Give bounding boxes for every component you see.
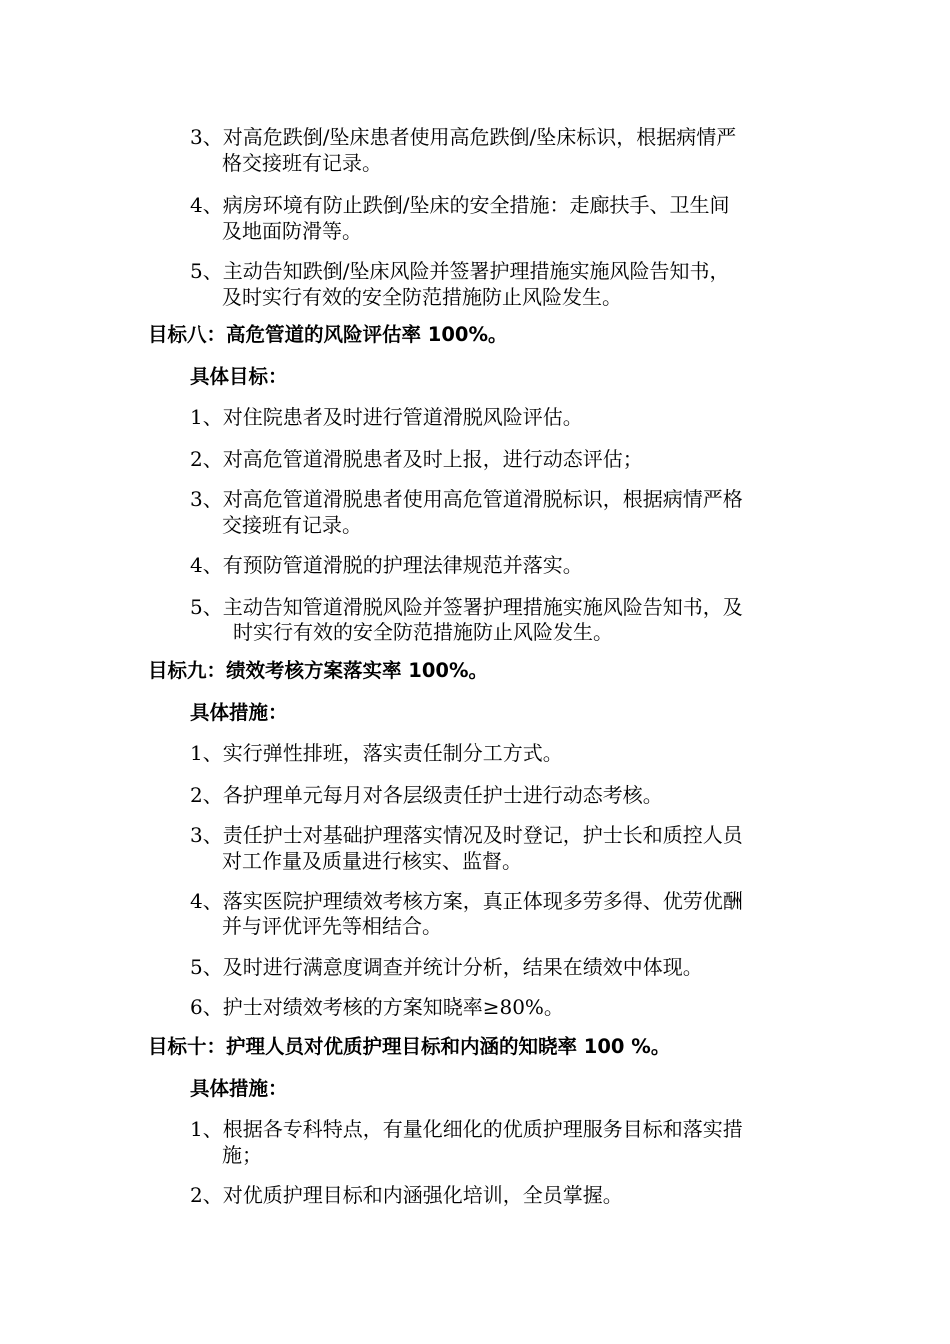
list-item-line: 1、根据各专科特点，有量化细化的优质护理服务目标和落实措 <box>190 1117 743 1141</box>
list-item-line: 3、对高危管道滑脱患者使用高危管道滑脱标识，根据病情严格 <box>190 487 743 511</box>
list-item-line: 对工作量及质量进行核实、监督。 <box>222 849 522 873</box>
section-heading: 目标九：绩效考核方案落实率 100%。 <box>148 659 489 682</box>
list-item-line: 1、实行弹性排班，落实责任制分工方式。 <box>190 741 563 765</box>
list-item-line: 2、各护理单元每月对各层级责任护士进行动态考核。 <box>190 783 663 807</box>
list-item-line: 1、对住院患者及时进行管道滑脱风险评估。 <box>190 405 583 429</box>
section-subheading: 具体措施： <box>190 701 288 724</box>
list-item-line: 并与评优评先等相结合。 <box>222 914 442 938</box>
list-item-line: 施； <box>222 1143 262 1167</box>
section-subheading: 具体目标： <box>190 365 288 388</box>
list-item-line: 4、病房环境有防止跌倒/坠床的安全措施：走廊扶手、卫生间 <box>190 193 730 217</box>
list-item-line: 5、主动告知管道滑脱风险并签署护理措施实施风险告知书，及 <box>190 595 743 619</box>
list-item-line: 3、对高危跌倒/坠床患者使用高危跌倒/坠床标识，根据病情严 <box>190 125 737 149</box>
list-item-line: 2、对高危管道滑脱患者及时上报，进行动态评估； <box>190 447 643 471</box>
list-item-line: 3、责任护士对基础护理落实情况及时登记，护士长和质控人员 <box>190 823 743 847</box>
list-item-line: 格交接班有记录。 <box>222 151 382 175</box>
list-item-line: 6、护士对绩效考核的方案知晓率≥80%。 <box>190 995 564 1019</box>
list-item-line: 及地面防滑等。 <box>222 219 362 243</box>
list-item-line: 4、落实医院护理绩效考核方案，真正体现多劳多得、优劳优酬 <box>190 889 743 913</box>
list-item-line: 时实行有效的安全防范措施防止风险发生。 <box>233 620 613 644</box>
section-heading: 目标八：高危管道的风险评估率 100%。 <box>148 323 508 346</box>
list-item-line: 5、主动告知跌倒/坠床风险并签署护理措施实施风险告知书， <box>190 259 730 283</box>
list-item-line: 4、有预防管道滑脱的护理法律规范并落实。 <box>190 553 583 577</box>
list-item-line: 及时实行有效的安全防范措施防止风险发生。 <box>222 285 622 309</box>
section-subheading: 具体措施： <box>190 1077 288 1100</box>
section-heading: 目标十：护理人员对优质护理目标和内涵的知晓率 100 %。 <box>148 1035 671 1058</box>
list-item-line: 交接班有记录。 <box>222 513 362 537</box>
list-item-line: 2、对优质护理目标和内涵强化培训，全员掌握。 <box>190 1183 623 1207</box>
list-item-line: 5、及时进行满意度调查并统计分析，结果在绩效中体现。 <box>190 955 703 979</box>
